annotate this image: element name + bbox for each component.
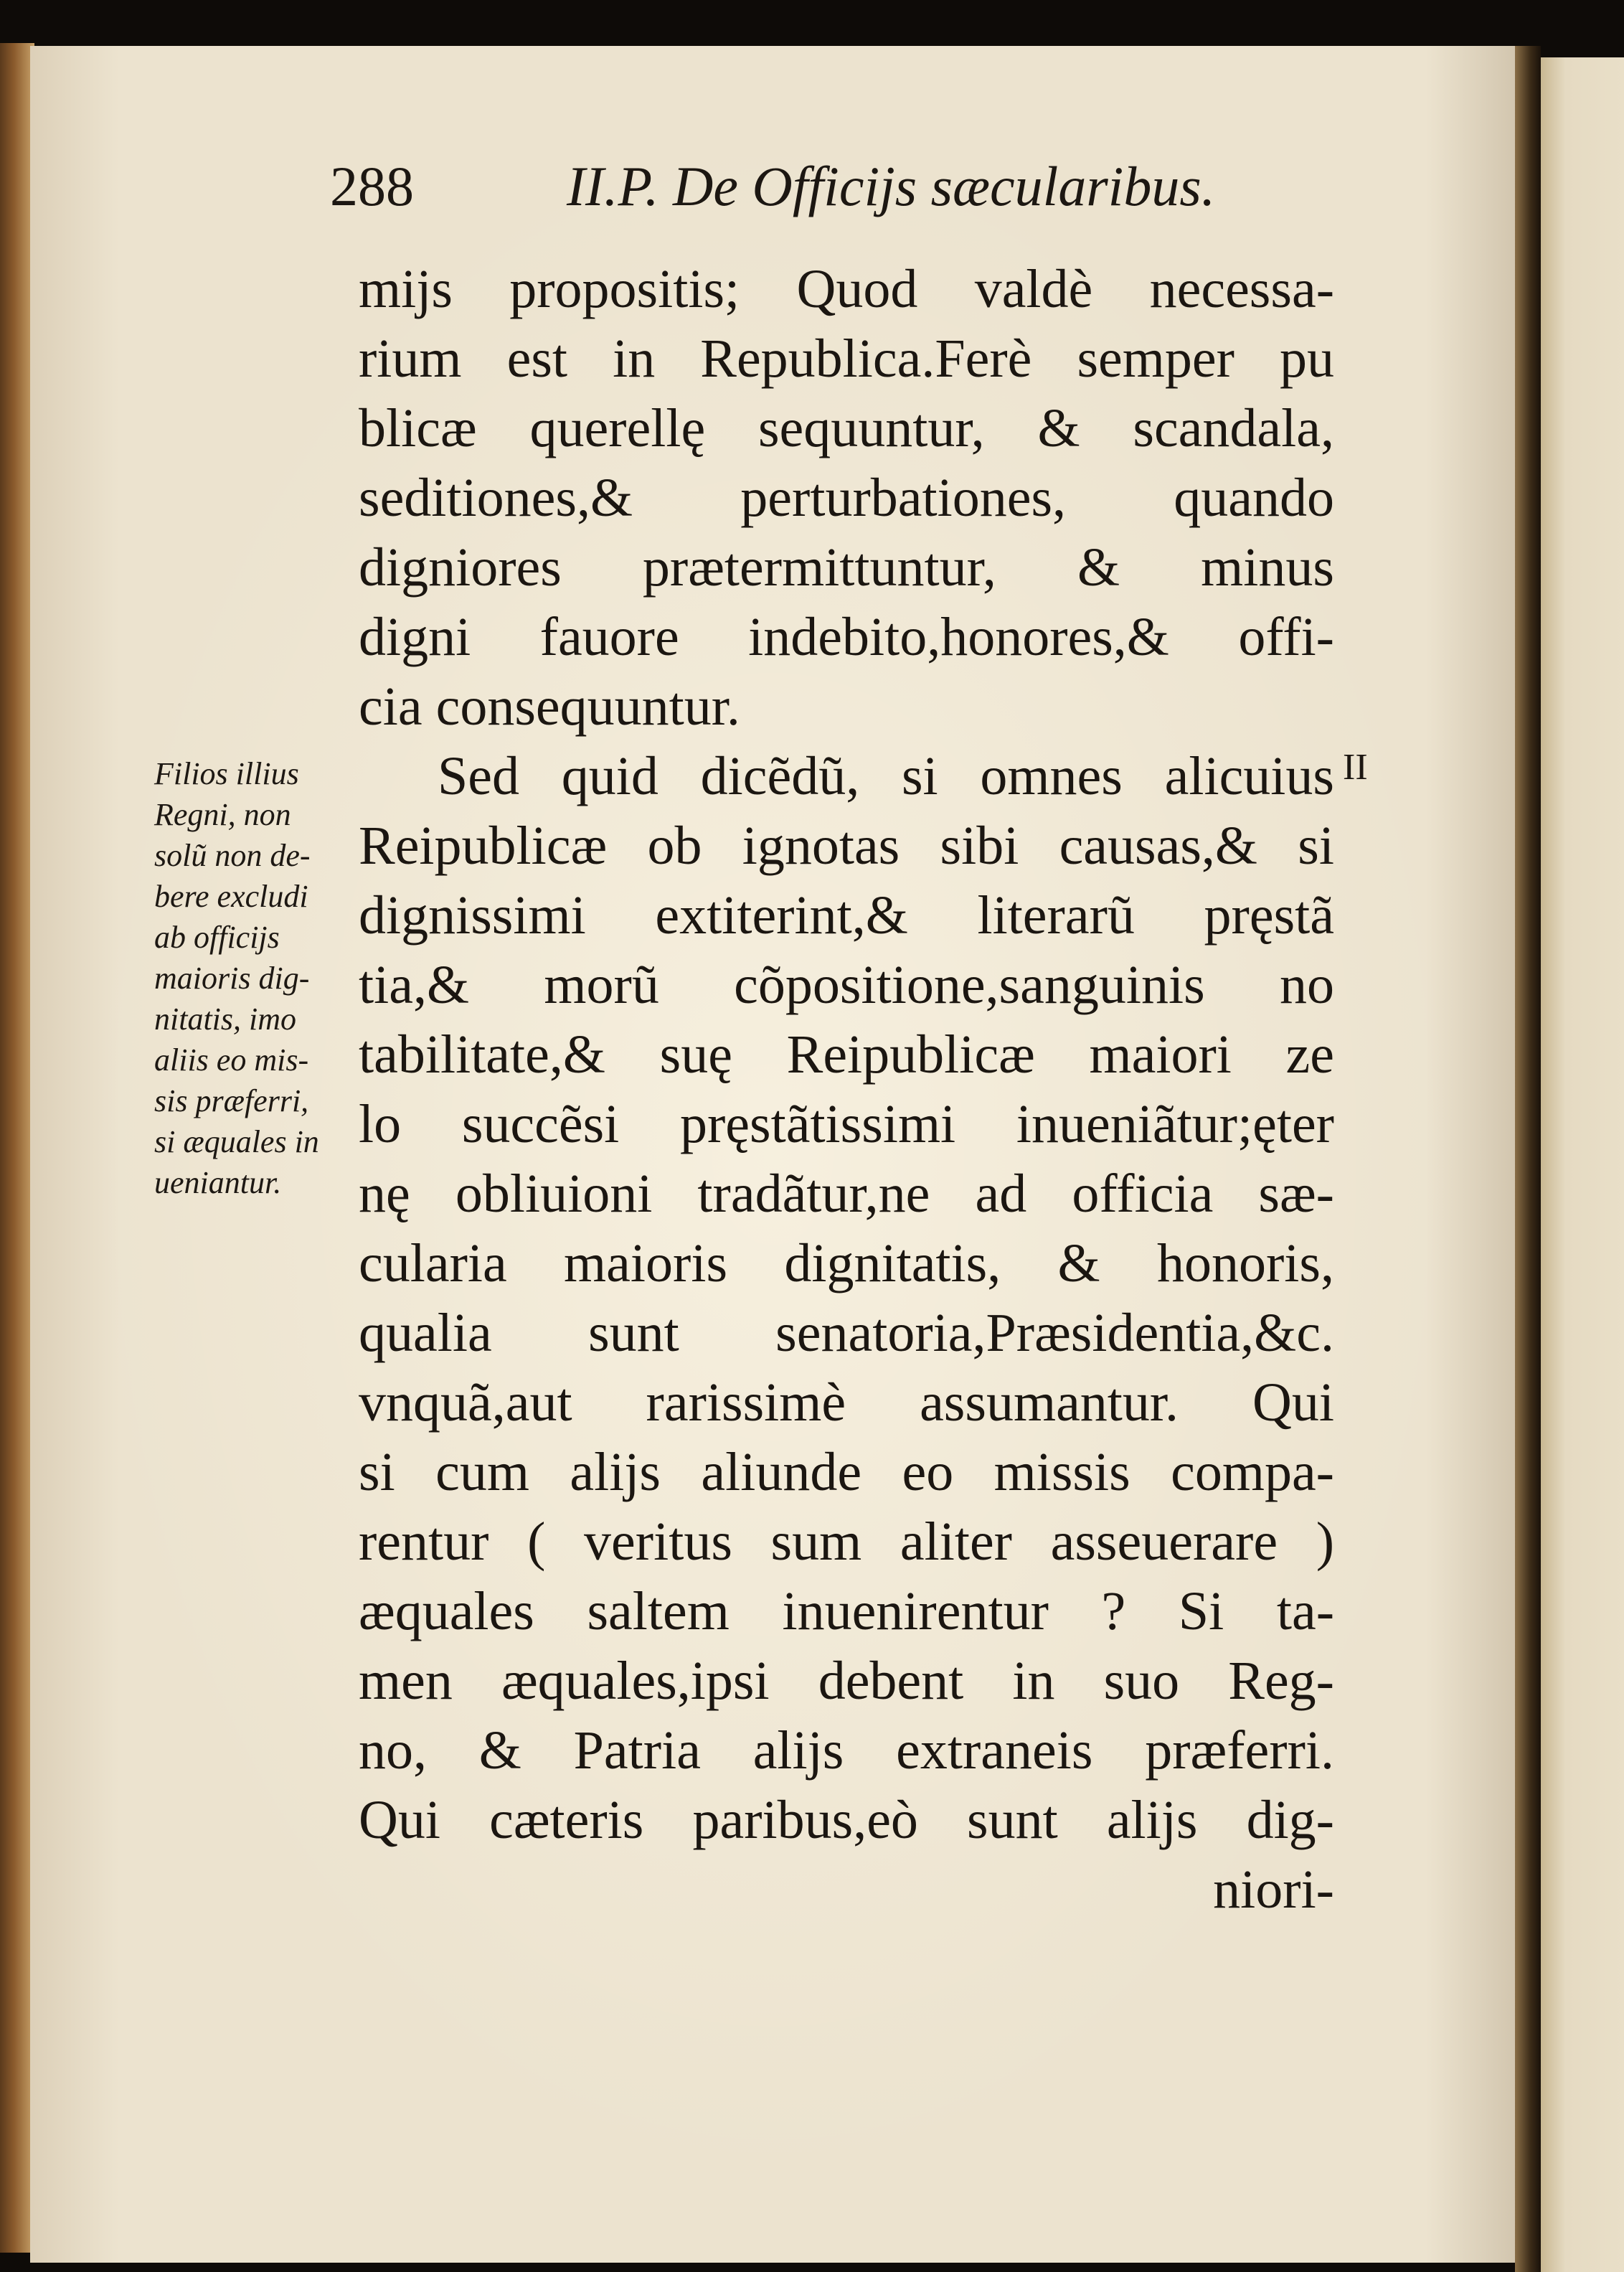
margin-note-line: Regni, non bbox=[154, 797, 291, 832]
text-line: tabilitate,& suę Reipublicæ maiori ze bbox=[359, 1024, 1334, 1085]
text-line: tia,& morũ cõpositione,sanguinis no bbox=[359, 955, 1334, 1015]
text-line: no, & Patria alijs extraneis præferri. bbox=[359, 1720, 1334, 1781]
running-title: II.P. De Officijs sæcularibus. bbox=[567, 155, 1216, 217]
text-line: rentur ( veritus sum aliter asseuerare ) bbox=[359, 1512, 1334, 1572]
page-number: 288 bbox=[330, 155, 414, 217]
margin-note-line: ueniantur. bbox=[154, 1165, 282, 1200]
margin-note-line: solũ non de- bbox=[154, 838, 311, 873]
text-line: lo succẽsi pręstãtissimi inueniãtur;ęter bbox=[359, 1094, 1334, 1154]
margin-note-line: maioris dig- bbox=[154, 961, 310, 996]
text-line: Sed quid dicẽdũ, si omnes alicuius bbox=[438, 746, 1334, 806]
text-line: vnquã,aut rarissimè assumantur. Qui bbox=[359, 1372, 1334, 1433]
text-line: digni fauore indebito,honores,& offi- bbox=[359, 607, 1334, 667]
text-line: rium est in Republica.Ferè semper pu bbox=[359, 329, 1334, 389]
margin-note-line: bere excludi bbox=[154, 879, 308, 914]
text-line: nę obliuioni tradãtur,ne ad officia sæ- bbox=[359, 1164, 1334, 1224]
section-number: II bbox=[1343, 747, 1368, 788]
text-line: digniores prætermittuntur, & minus bbox=[359, 537, 1334, 598]
text-line: seditiones,& perturbationes, quando bbox=[359, 468, 1334, 528]
text-line: æquales saltem inuenirentur ? Si ta- bbox=[359, 1581, 1334, 1641]
text-line: blicæ querellę sequuntur, & scandala, bbox=[359, 398, 1334, 458]
text-line: Reipublicæ ob ignotas sibi causas,& si bbox=[359, 816, 1334, 876]
margin-note-line: nitatis, imo bbox=[154, 1001, 297, 1037]
margin-note-line: ab officijs bbox=[154, 920, 280, 955]
text-line: qualia sunt senatoria,Præsidentia,&c. bbox=[359, 1303, 1334, 1363]
margin-note-line: Filios illius bbox=[154, 756, 299, 791]
adjacent-page-edge bbox=[1541, 57, 1624, 2272]
catchword: niori- bbox=[1213, 1859, 1334, 1920]
page-gutter bbox=[1515, 46, 1541, 2272]
page-header bbox=[330, 154, 1306, 233]
margin-note-line: sis præferri, bbox=[154, 1083, 309, 1118]
margin-note-line: si æquales in bbox=[154, 1124, 319, 1159]
margin-note bbox=[154, 753, 384, 1203]
text-line: mijs propositis; Quod valdè necessa- bbox=[359, 259, 1334, 319]
text-line: men æquales,ipsi debent in suo Reg- bbox=[359, 1651, 1334, 1711]
text-line: dignissimi extiterint,& literarũ pręstã bbox=[359, 885, 1334, 946]
book-binding bbox=[0, 43, 34, 2253]
body-text bbox=[359, 255, 1334, 1925]
text-line: cularia maioris dignitatis, & honoris, bbox=[359, 1233, 1334, 1293]
text-line: si cum alijs aliunde eo missis compa- bbox=[359, 1442, 1334, 1502]
margin-note-line: aliis eo mis- bbox=[154, 1042, 309, 1078]
text-line: Qui cæteris paribus,eò sunt alijs dig- bbox=[359, 1790, 1334, 1850]
text-line: cia consequuntur. bbox=[359, 677, 740, 737]
